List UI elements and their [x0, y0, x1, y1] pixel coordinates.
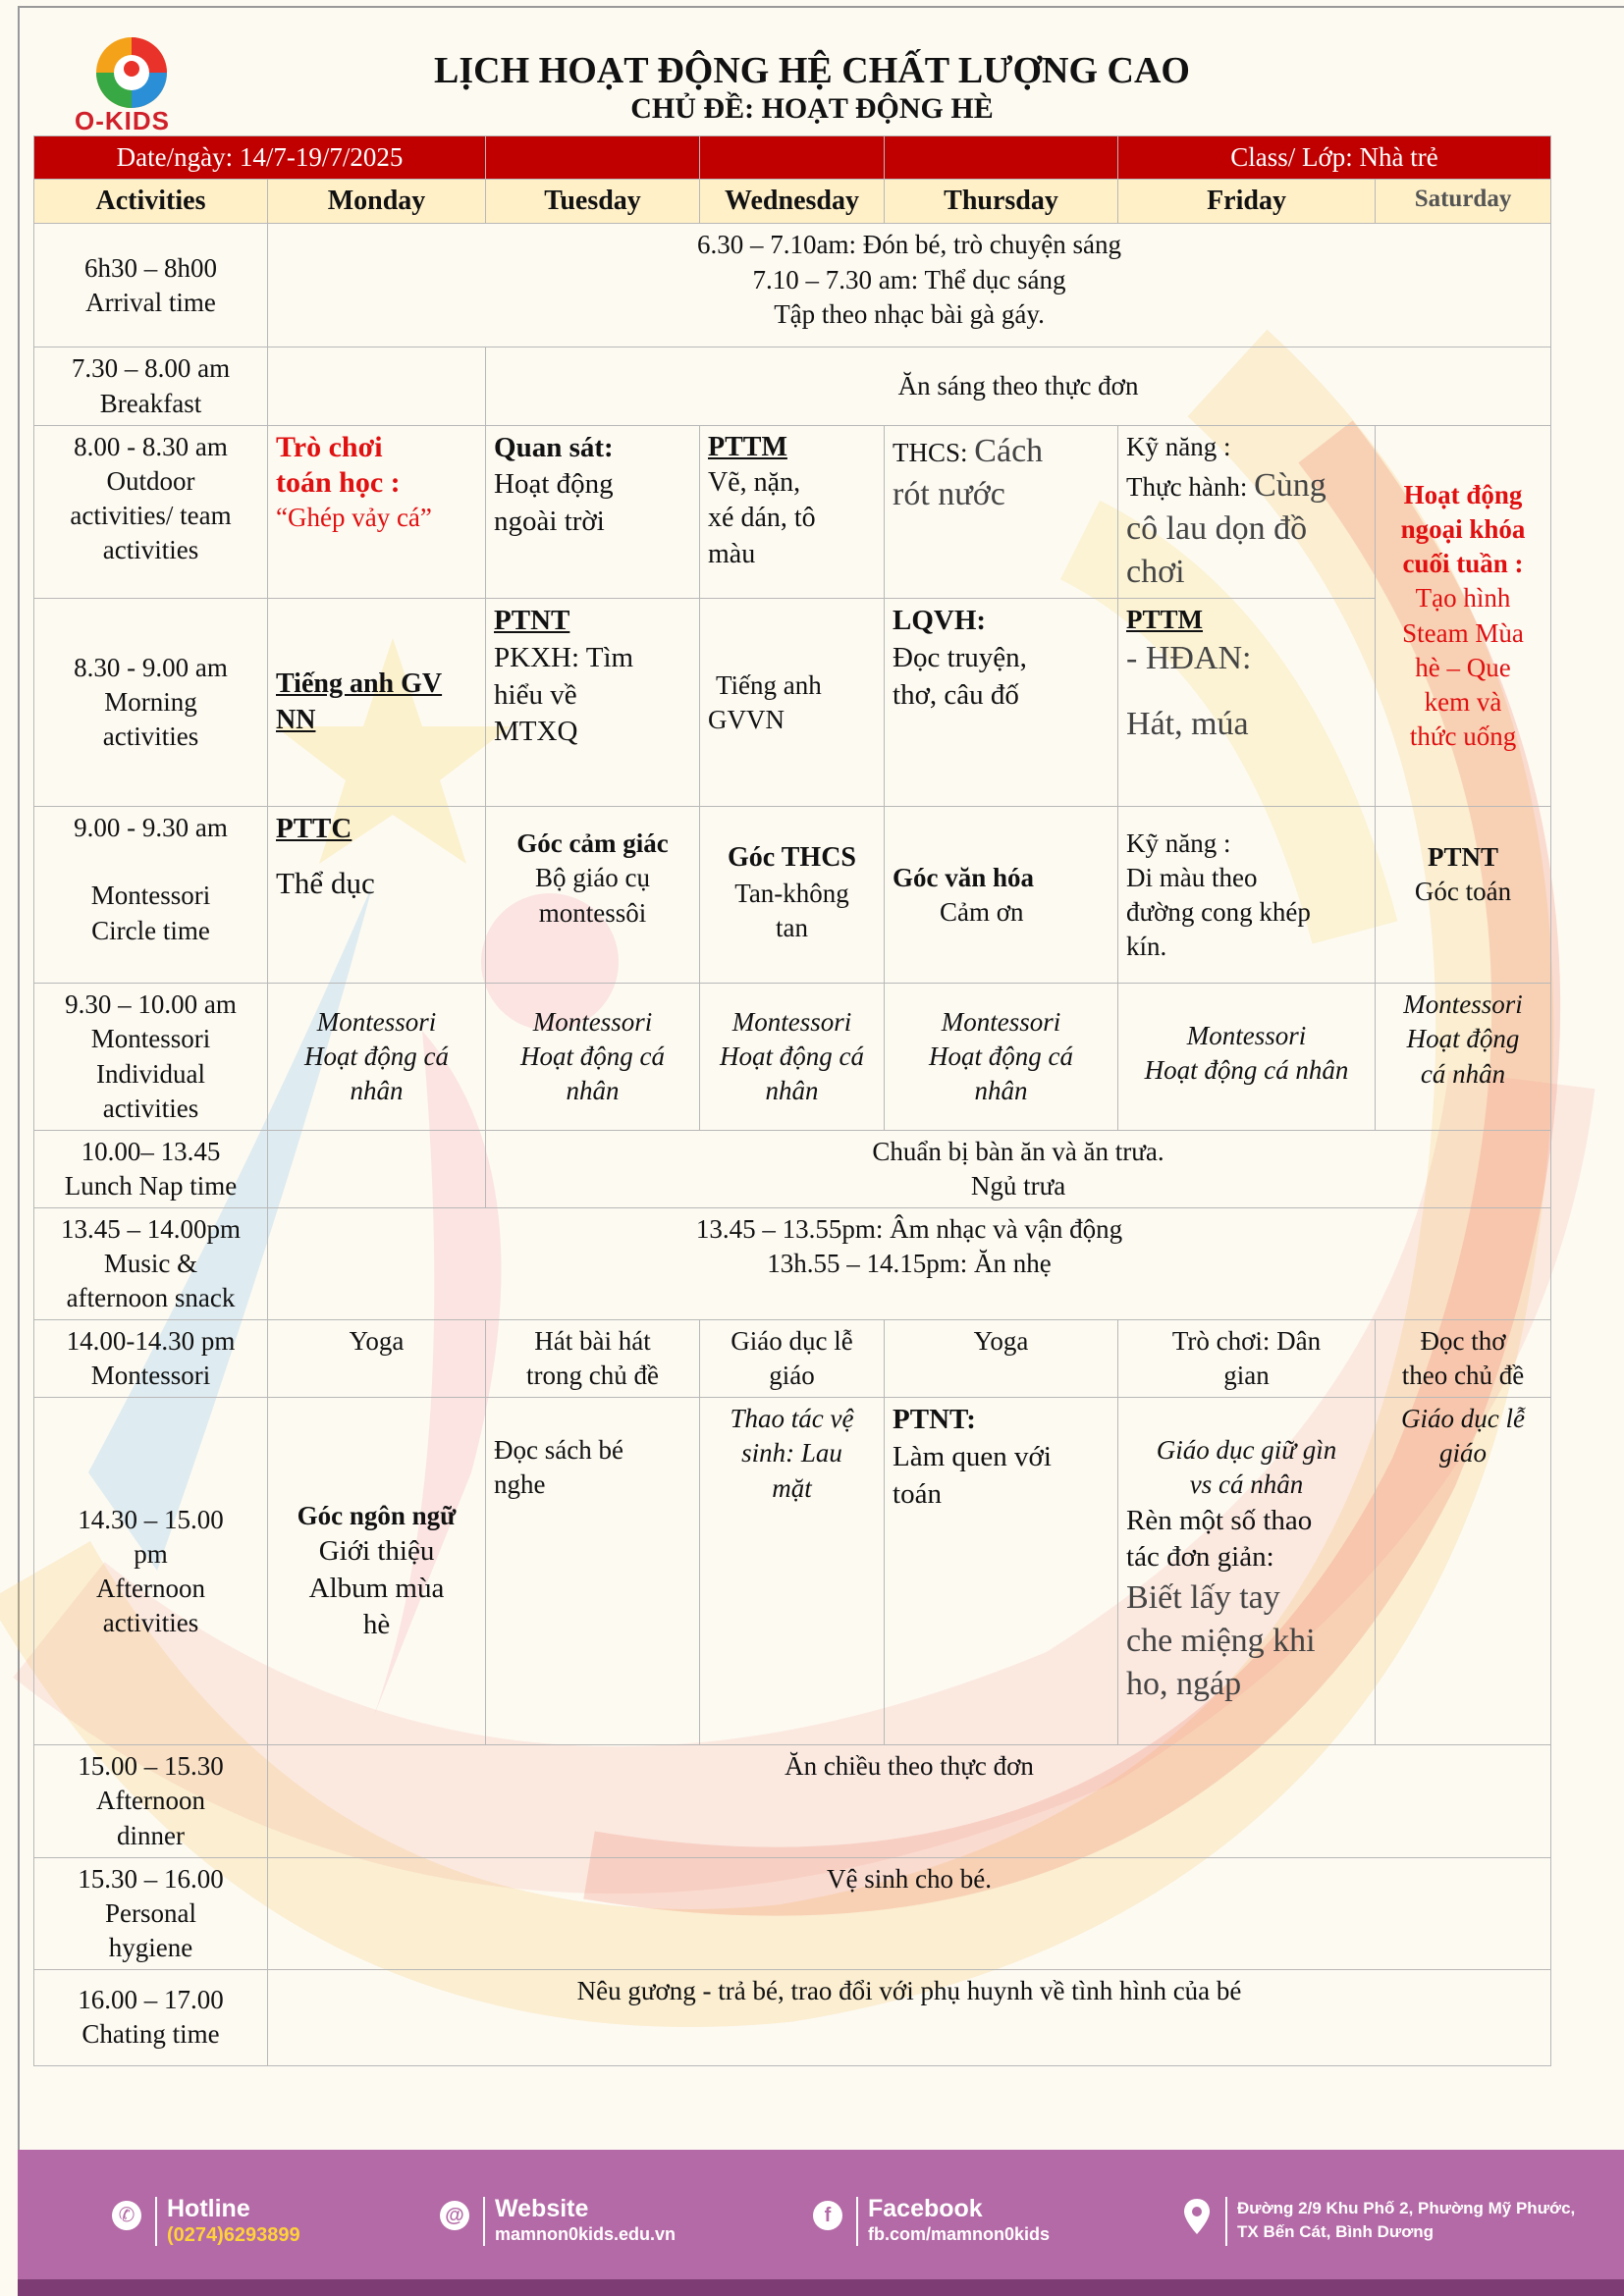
outdoor-monday: Trò chơi toán học : “Ghép vảy cá” — [268, 425, 486, 599]
time-cell: 14.00-14.30 pm Montessori — [34, 1320, 268, 1398]
date-class-bar — [34, 136, 1551, 180]
music-cell: 13.45 – 13.55pm: Âm nhạc và vận động 13h.55 – 14.15pm: Ăn nhẹ — [268, 1207, 1551, 1319]
time-cell: 8.00 - 8.30 am Outdoor activities/ team activities — [34, 425, 268, 599]
individual-friday: Montessori Hoạt động cá nhân — [1118, 984, 1376, 1130]
montessori2-monday: Yoga — [268, 1320, 486, 1398]
morning-thursday: LQVH: Đọc truyện, thơ, câu đố — [885, 599, 1118, 807]
time-cell: 15.00 – 15.30 Afternoon dinner — [34, 1745, 268, 1857]
outdoor-wednesday: PTTM Vẽ, nặn, xé dán, tô màu — [700, 425, 885, 599]
morning-friday: PTTM - HĐAN: Hát, múa — [1118, 599, 1376, 807]
day-header-row — [34, 180, 1551, 224]
montessori2-saturday: Đọc thơ theo chủ đề — [1376, 1320, 1551, 1398]
hotline-number[interactable]: (0274)6293899 — [167, 2224, 300, 2246]
time-cell: 15.30 – 16.00 Personal hygiene — [34, 1857, 268, 1969]
chat-cell: Nêu gương - trả bé, trao đổi với phụ huynh về tình hình của bé — [268, 1969, 1551, 2065]
afternoon-thursday: PTNT: Làm quen với toán — [885, 1398, 1118, 1745]
row-individual — [34, 984, 1551, 1130]
afternoon-wednesday: Thao tác vệ sinh: Lau mặt — [700, 1398, 885, 1745]
facebook-link[interactable]: fb.com/mamnon0kids — [868, 2224, 1051, 2244]
logo-text: O-KIDS — [75, 106, 170, 135]
montessori2-wednesday: Giáo dục lễ giáo — [700, 1320, 885, 1398]
individual-saturday: Montessori Hoạt động cá nhân — [1376, 984, 1551, 1130]
morning-wednesday: Tiếng anh GVVN — [700, 599, 885, 807]
montessori2-tuesday: Hát bài hát trong chủ đề — [486, 1320, 700, 1398]
at-icon: @ — [440, 2201, 469, 2230]
afternoon-monday: Góc ngôn ngữ Giới thiệu Album mùa hè — [268, 1398, 486, 1745]
dinner-cell: Ăn chiều theo thực đơn — [268, 1745, 1551, 1857]
page-title: LỊCH HOẠT ĐỘNG HỆ CHẤT LƯỢNG CAO — [434, 50, 1190, 91]
row-breakfast — [34, 347, 1551, 425]
time-cell: 8.30 - 9.00 am Morning activities — [34, 599, 268, 807]
circle-tuesday: Góc cảm giác Bộ giáo cụ montessôi — [486, 807, 700, 984]
row-outdoor — [34, 425, 1551, 599]
header-activities: Activities — [34, 180, 268, 224]
circle-wednesday: Góc THCS Tan-không tan — [700, 807, 885, 984]
outdoor-thursday: THCS: Cách rót nước — [885, 425, 1118, 599]
website-link[interactable]: mamnon0kids.edu.vn — [495, 2224, 677, 2244]
class-label: Class/ Lớp: Nhà trẻ — [1118, 136, 1551, 180]
montessori2-friday: Trò chơi: Dân gian — [1118, 1320, 1376, 1398]
afternoon-friday: Giáo dục giữ gìn vs cá nhân Rèn một số thao tác đơn giản: Biết lấy tay che miệng khi ho, ngáp — [1118, 1398, 1376, 1745]
hygiene-cell: Vệ sinh cho bé. — [268, 1857, 1551, 1969]
header-tuesday: Tuesday — [486, 180, 700, 224]
morning-tuesday: PTNT PKXH: Tìm hiểu về MTXQ — [486, 599, 700, 807]
outdoor-tuesday: Quan sát: Hoạt động ngoài trời — [486, 425, 700, 599]
header-wednesday: Wednesday — [700, 180, 885, 224]
header-friday: Friday — [1118, 180, 1376, 224]
time-cell: 7.30 – 8.00 am Breakfast — [34, 347, 268, 425]
row-afternoon — [34, 1398, 1551, 1745]
page-subtitle: CHỦ ĐỀ: HOẠT ĐỘNG HÈ — [630, 92, 994, 125]
row-lunch — [34, 1130, 1551, 1207]
individual-wednesday: Montessori Hoạt động cá nhân — [700, 984, 885, 1130]
row-morning — [34, 599, 1551, 807]
phone-icon: ✆ — [112, 2201, 141, 2230]
afternoon-saturday: Giáo dục lễ giáo — [1376, 1398, 1551, 1745]
time-cell: 13.45 – 14.00pm Music & afternoon snack — [34, 1207, 268, 1319]
morning-monday: Tiếng anh GV NN — [268, 599, 486, 807]
circle-thursday: Góc văn hóa Cảm ơn — [885, 807, 1118, 984]
time-cell: 14.30 – 15.00 pm Afternoon activities — [34, 1398, 268, 1745]
header-monday: Monday — [268, 180, 486, 224]
circle-saturday: PTNT Góc toán — [1376, 807, 1551, 984]
individual-tuesday: Montessori Hoạt động cá nhân — [486, 984, 700, 1130]
arrival-cell: 6.30 – 7.10am: Đón bé, trò chuyện sáng 7.10 – 7.30 am: Thể dục sáng Tập theo nhạc bài gà gáy. — [268, 224, 1551, 347]
circle-friday: Kỹ năng : Di màu theo đường cong khép kín. — [1118, 807, 1376, 984]
row-chat — [34, 1969, 1551, 2065]
row-music — [34, 1207, 1551, 1319]
time-cell: 9.30 – 10.00 am Montessori Individual activities — [34, 984, 268, 1130]
breakfast-cell: Ăn sáng theo thực đơn — [486, 347, 1551, 425]
outdoor-friday: Kỹ năng : Thực hành: Cùng cô lau dọn đồ chơi — [1118, 425, 1376, 599]
row-arrival — [34, 224, 1551, 347]
individual-thursday: Montessori Hoạt động cá nhân — [885, 984, 1118, 1130]
row-circle — [34, 807, 1551, 984]
time-cell: 6h30 – 8h00 Arrival time — [34, 224, 268, 347]
date-label: Date/ngày: 14/7-19/7/2025 — [34, 136, 486, 180]
row-montessori-afternoon — [34, 1320, 1551, 1398]
location-pin-icon — [1182, 2197, 1212, 2236]
row-hygiene — [34, 1857, 1551, 1969]
facebook-icon: f — [813, 2201, 842, 2230]
schedule-table — [33, 135, 1551, 2066]
lunch-cell: Chuẩn bị bàn ăn và ăn trưa. Ngủ trưa — [486, 1130, 1551, 1207]
individual-monday: Montessori Hoạt động cá nhân — [268, 984, 486, 1130]
row-dinner — [34, 1745, 1551, 1857]
time-cell: 16.00 – 17.00 Chating time — [34, 1969, 268, 2065]
footer-bottom-strip — [18, 2279, 1624, 2296]
circle-monday: PTTC Thể dục — [268, 807, 486, 984]
header-saturday: Saturday — [1376, 180, 1551, 224]
weekend-extracurricular: Hoạt động ngoại khóa cuối tuần : Tạo hình Steam Mùa hè – Que kem và thức uống — [1376, 425, 1551, 807]
montessori2-thursday: Yoga — [885, 1320, 1118, 1398]
afternoon-tuesday: Đọc sách bé nghe — [486, 1398, 700, 1745]
time-cell: 10.00– 13.45 Lunch Nap time — [34, 1130, 268, 1207]
time-cell: 9.00 - 9.30 am Montessori Circle time — [34, 807, 268, 984]
header-thursday: Thursday — [885, 180, 1118, 224]
